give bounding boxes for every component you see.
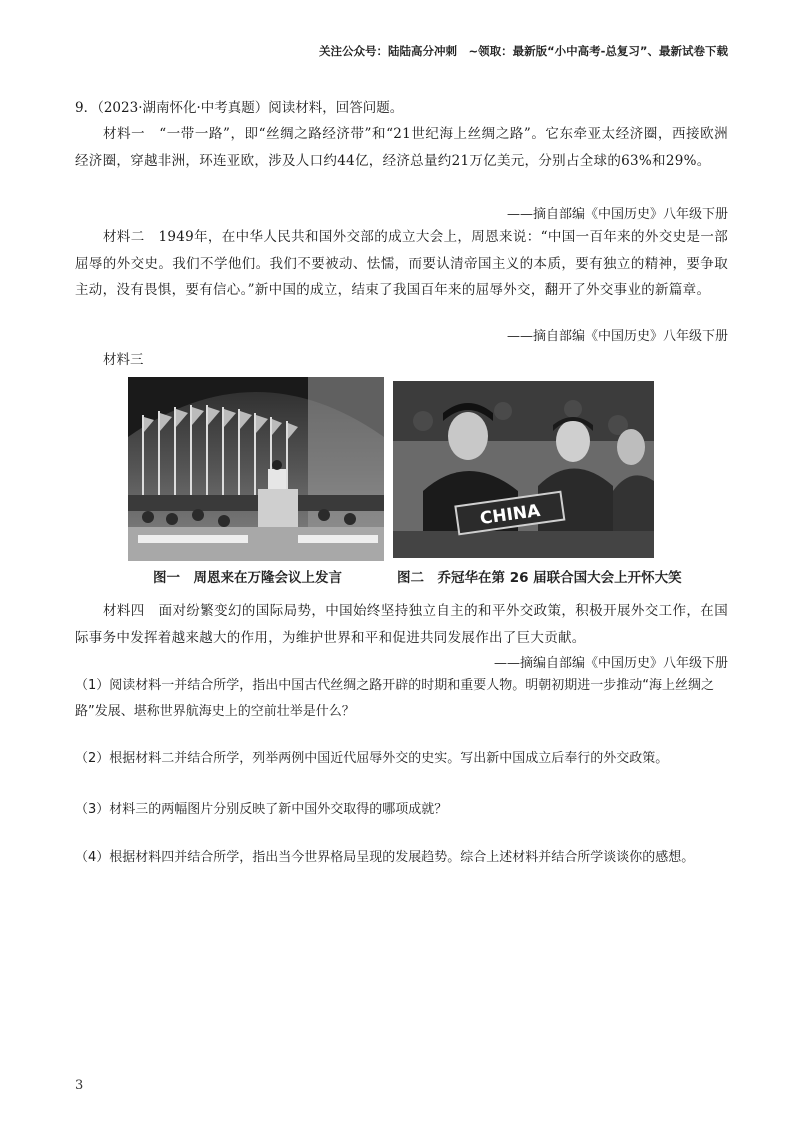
figure-one-caption: 图一 周恩来在万隆会议上发言 [153,570,342,586]
material-one-text: 材料一 “一带一路”，即“丝绸之路经济带”和“21世纪海上丝绸之路”。它东牵亚太经济圈，西接欧洲经济圈，穿越非洲，环连亚欧，涉及人口约44亿，经济总量约21万亿美元，分别占全球的63%和29%。 [75,126,728,169]
page-header: 关注公众号：陆陆高分冲刺 ~领取：最新版“小中高考-总复习”、最新试卷下载 [318,44,728,58]
china-nameplate-text: CHINA [478,500,542,530]
material-four-source: ——摘编自部编《中国历史》八年级下册 [493,656,728,671]
page-number: 3 [75,1078,84,1093]
question-heading [75,98,728,118]
subquestion-4: （4）根据材料四并结合所学，指出当今世界格局呈现的发展趋势。综合上述材料并结合所学谈谈你的感想。 [75,850,695,865]
material-three-label: 材料三 [103,352,144,368]
subquestion-3: （3）材料三的两幅图片分别反映了新中国外交取得的哪项成就？ [75,802,448,817]
subquestion-1: （1）阅读材料一并结合所学，指出中国古代丝绸之路开辟的时期和重要人物。明朝初期进一步推动“海上丝绸之路”发展、堪称世界航海史上的空前壮举是什么？ [75,678,715,719]
figure-two-photo [393,381,654,558]
figure-two-caption: 图二 乔冠华在第 26 届联合国大会上开怀大笑 [397,570,682,586]
question-prompt: 阅读材料，回答问题。 [268,100,404,116]
material-four-text: 材料四 面对纷繁变幻的国际局势，中国始终坚持独立自主的和平外交政策，积极开展外交工作，在国际事务中发挥着越来越大的作用，为维护世界和平和促进共同发展作出了巨大贡献。 [75,603,728,646]
material-two-source: ——摘自部编《中国历史》八年级下册 [506,329,728,344]
figure-one-photo [128,377,384,561]
material-one-source: ——摘自部编《中国历史》八年级下册 [506,207,728,222]
material-two-text: 材料二 1949年，在中华人民共和国外交部的成立大会上，周恩来说：“中国一百年来的外交史是一部屈辱的外交史。我们不学他们。我们不要被动、怯懦，而要认清帝国主义的本质，要有独立的精神，要争取主动，没有畏惧，要有信心。”新中国的成立，结束了我国百年来的屈辱外交，翻开了外交事业的新篇章。 [75,229,728,298]
subquestion-2: （2）根据材料二并结合所学，列举两例中国近代屈辱外交的史实。写出新中国成立后奉行的外交政策。 [75,751,669,766]
question-number: 9． [75,100,98,116]
question-source: （2023·湖南怀化·中考真题） [97,100,269,116]
